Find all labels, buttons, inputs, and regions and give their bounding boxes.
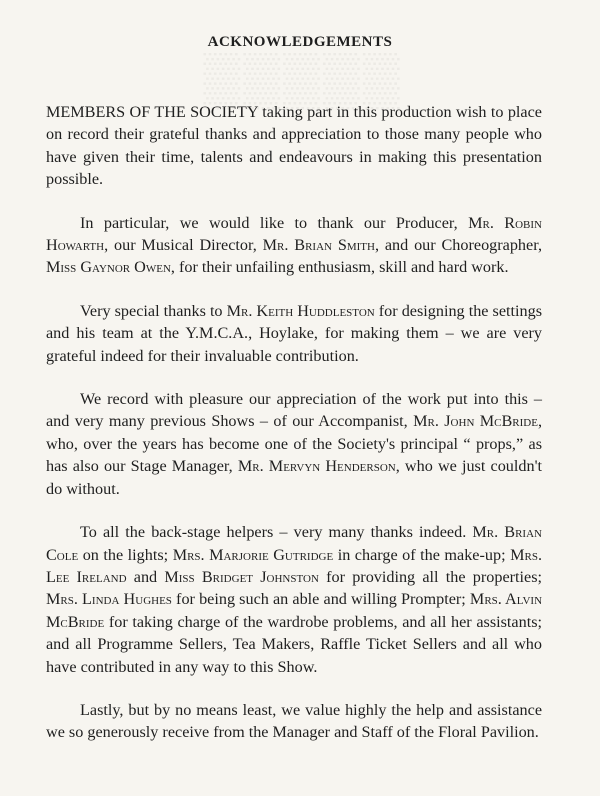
paragraph-text: To all the back-stage helpers – very many thanks indeed. bbox=[80, 523, 473, 542]
paragraph-accompanist bbox=[46, 388, 542, 500]
paragraph-text: In particular, we would like to thank our Producer, bbox=[80, 213, 469, 232]
person-name: Miss Bridget Johnston bbox=[164, 567, 319, 586]
person-name: Mrs. Linda Hughes bbox=[46, 590, 172, 609]
person-name: Mrs. Alvin McBride bbox=[46, 590, 543, 631]
paragraph-settings bbox=[46, 300, 542, 367]
paragraph-text: Very special thanks to bbox=[80, 301, 227, 320]
paragraph-text: in charge of the make-up; bbox=[333, 545, 511, 564]
paragraph-text: , and our Choreographer, bbox=[374, 236, 542, 255]
paragraph-members bbox=[46, 101, 542, 191]
person-name: Mr. Robin Howarth bbox=[46, 213, 542, 255]
paragraph-text: for designing the settings and his team at the Y.M.C.A., Hoylake, for making them – we are very grateful indeed for their invaluable contribution. bbox=[46, 301, 543, 365]
person-name: Mrs. Marjorie Gutridge bbox=[172, 545, 334, 564]
person-name: Mr. Brian Cole bbox=[46, 523, 542, 564]
acknowledgements-body bbox=[46, 101, 542, 765]
paragraph-text: taking part in this production wish to place on record their grateful thanks and appreciation to those many people who have given their time, talents and endeavours in making this presentation possible. bbox=[46, 103, 542, 189]
person-name: Mr. Brian Smith bbox=[262, 236, 375, 255]
paragraph-backstage bbox=[46, 521, 542, 678]
paragraph-text: We record with pleasure our appreciation of the work put into this – and very many previous Shows – of our Accompanist, bbox=[46, 390, 542, 431]
person-name: Mrs. Lee Ireland bbox=[46, 545, 542, 586]
person-name: Mr. Mervyn Henderson bbox=[237, 457, 396, 476]
paragraph-text: for being such an able and willing Prompter; bbox=[171, 590, 470, 609]
paragraph-text: , for their unfailing enthusiasm, skill and hard work. bbox=[170, 258, 509, 277]
paragraph-producers bbox=[46, 212, 542, 279]
paragraph-text: Lastly, but by no means least, we value highly the help and assistance we so generously receive from the Manager and Staff of the Floral Pavilion. bbox=[46, 700, 542, 742]
paragraph-text: , our Musical Director, bbox=[104, 236, 263, 255]
person-name: Mr. Keith Huddleston bbox=[226, 301, 375, 320]
person-name: Mr. John McBride bbox=[413, 412, 538, 431]
person-name: Miss Gaynor Owen bbox=[46, 258, 171, 277]
paragraph-text: and bbox=[126, 567, 165, 586]
paragraph-text: on the lights; bbox=[78, 545, 173, 564]
paragraph-lead: MEMBERS OF THE SOCIETY bbox=[46, 103, 258, 121]
paragraph-text: for providing all the properties; bbox=[318, 567, 542, 586]
paragraph-text: for taking charge of the wardrobe problems, and all her assistants; and all Programme Sellers, Tea Makers, Raffle Ticket Sellers and all who have contributed in any way to this Show. bbox=[46, 612, 542, 676]
paragraph-closing bbox=[46, 699, 542, 744]
page-title: ACKNOWLEDGEMENTS bbox=[207, 34, 393, 50]
paragraph-text: , who we just couldn't do without. bbox=[46, 457, 542, 498]
paragraph-text: , who, over the years has become one of the Society's principal “ props,” as has also our Stage Manager, bbox=[46, 412, 542, 476]
